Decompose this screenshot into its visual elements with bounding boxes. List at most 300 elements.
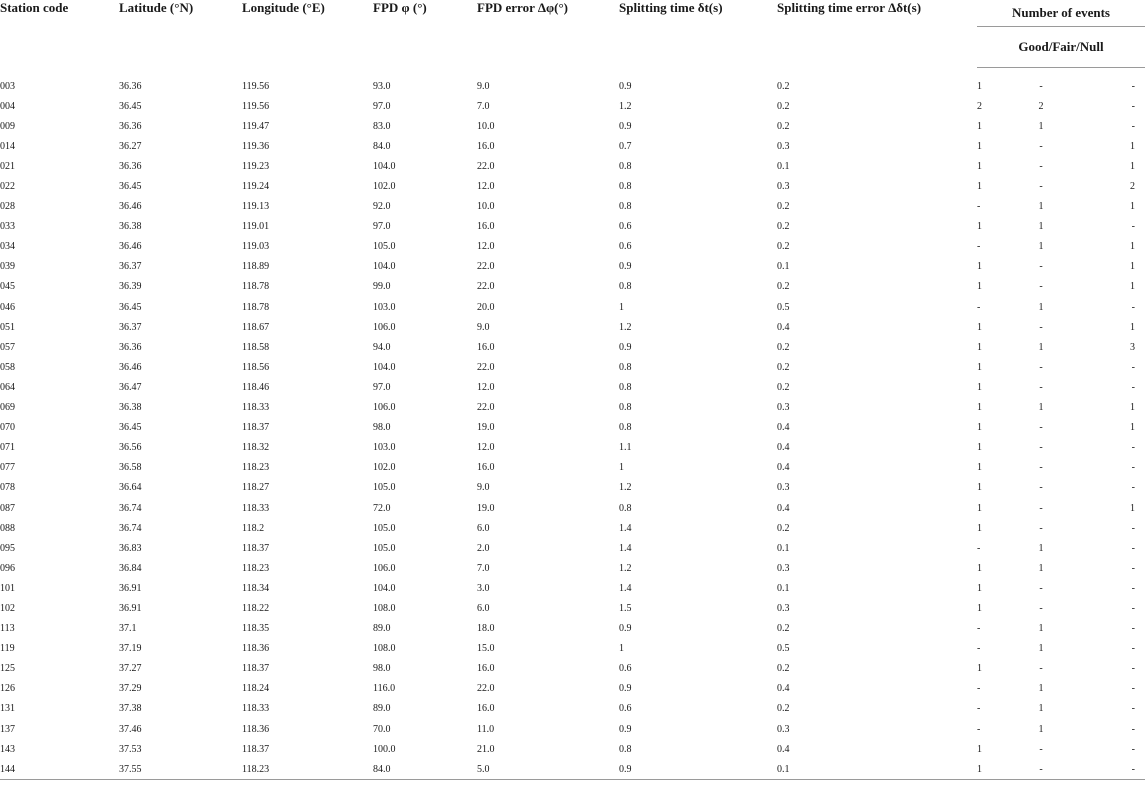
- table-row: [0, 96, 1145, 116]
- cell-fpd-error: 22.0: [477, 683, 495, 695]
- cell-fpd: 83.0: [373, 120, 391, 132]
- cell-station-code: 009: [0, 120, 15, 132]
- cell-longitude: 118.24: [242, 683, 270, 695]
- cell-splitting-time: 0.9: [619, 723, 632, 735]
- cell-splitting-time: 1.1: [619, 442, 632, 454]
- cell-good-count: -: [977, 683, 981, 695]
- cell-fpd: 84.0: [373, 759, 477, 780]
- cell-splitting-time-error: 0.4: [777, 321, 790, 333]
- cell-fpd-error: 16.0: [477, 462, 495, 474]
- cell-fpd: 106.0: [373, 321, 396, 333]
- cell-good-count: 1: [977, 582, 982, 594]
- cell-latitude: 37.55: [119, 759, 242, 780]
- cell-station-code: 126: [0, 683, 15, 695]
- cell-fpd-error: 5.0: [477, 759, 619, 780]
- cell-good-count: 1: [977, 462, 982, 474]
- cell-station-code: 051: [0, 321, 15, 333]
- table-row: [0, 297, 1145, 317]
- cell-latitude: 36.45: [119, 100, 142, 112]
- cell-good-count: 1: [977, 522, 982, 534]
- cell-splitting-time: 1.2: [619, 562, 632, 574]
- cell-splitting-time-error: 0.4: [777, 462, 790, 474]
- cell-latitude: 36.64: [119, 482, 142, 494]
- table-row: [0, 197, 1145, 217]
- cell-station-code: 095: [0, 542, 15, 554]
- table-row: [0, 317, 1145, 337]
- cell-fair-count: 1: [1038, 623, 1044, 635]
- cell-splitting-time: 0.9: [619, 623, 632, 635]
- cell-fpd: 93.0: [373, 80, 391, 92]
- cell-station-code: 046: [0, 301, 15, 313]
- cell-fair-count: 1: [1038, 683, 1044, 695]
- cell-fpd-error: 10.0: [477, 120, 495, 132]
- table-row: [0, 237, 1145, 257]
- cell-splitting-time: 1: [619, 643, 624, 655]
- cell-fair-count: -: [1039, 442, 1043, 454]
- cell-fair-count: 1: [1038, 723, 1044, 735]
- cell-latitude: 36.37: [119, 261, 142, 273]
- cell-longitude: 119.01: [242, 221, 270, 233]
- cell-fpd: 97.0: [373, 381, 391, 393]
- cell-station-code: 069: [0, 402, 15, 414]
- table-row: [0, 478, 1145, 498]
- cell-station-code: 096: [0, 562, 15, 574]
- cell-fpd-error: 16.0: [477, 140, 495, 152]
- cell-latitude: 36.27: [119, 140, 142, 152]
- table-row: [0, 277, 1145, 297]
- cell-fpd: 70.0: [373, 723, 391, 735]
- cell-station-code: 088: [0, 522, 15, 534]
- cell-good-count: -: [977, 723, 981, 735]
- cell-splitting-time: 0.9: [619, 683, 632, 695]
- cell-station-code: 058: [0, 361, 15, 373]
- cell-fair-count: -: [1039, 181, 1043, 193]
- table-row: [0, 659, 1145, 679]
- cell-fpd: 100.0: [373, 743, 396, 755]
- cell-splitting-time: 0.8: [619, 201, 632, 213]
- cell-fair-count: 1: [1038, 301, 1044, 313]
- cell-good-count: -: [977, 301, 981, 313]
- cell-splitting-time-error: 0.4: [777, 442, 790, 454]
- cell-good-count: 1: [977, 759, 1005, 780]
- cell-longitude: 118.56: [242, 361, 270, 373]
- cell-fpd-error: 22.0: [477, 281, 495, 293]
- cell-splitting-time-error: 0.2: [777, 663, 790, 675]
- cell-longitude: 118.33: [242, 703, 270, 715]
- cell-station-code: 028: [0, 201, 15, 213]
- cell-longitude: 118.37: [242, 663, 270, 675]
- cell-splitting-time: 0.6: [619, 703, 632, 715]
- header-row: [0, 0, 1145, 27]
- cell-good-count: 1: [977, 663, 982, 675]
- table-row: [0, 257, 1145, 277]
- cell-splitting-time-error: 0.1: [777, 160, 790, 172]
- cell-latitude: 36.36: [119, 341, 142, 353]
- cell-splitting-time-error: 0.2: [777, 120, 790, 132]
- cell-longitude: 118.2: [242, 522, 265, 534]
- cell-fair-count: -: [1039, 361, 1043, 373]
- cell-null-count: 1: [1130, 502, 1136, 514]
- cell-fpd: 92.0: [373, 201, 391, 213]
- cell-fpd-error: 12.0: [477, 241, 495, 253]
- header-splitting-time: Splitting time δt(s): [619, 0, 723, 15]
- cell-latitude: 36.38: [119, 402, 142, 414]
- cell-splitting-time-error: 0.1: [777, 759, 977, 780]
- table-row: [0, 538, 1145, 558]
- cell-longitude: 118.78: [242, 301, 270, 313]
- cell-fpd-error: 22.0: [477, 402, 495, 414]
- cell-null-count: -: [1131, 602, 1136, 614]
- cell-null-count: -: [1131, 623, 1136, 635]
- cell-fpd: 94.0: [373, 341, 391, 353]
- cell-good-count: 1: [977, 743, 982, 755]
- cell-latitude: 36.91: [119, 602, 142, 614]
- cell-longitude: 118.33: [242, 402, 270, 414]
- table-row: [0, 679, 1145, 699]
- cell-fair-count: -: [1039, 743, 1043, 755]
- cell-splitting-time: 1.2: [619, 100, 632, 112]
- cell-splitting-time-error: 0.2: [777, 361, 790, 373]
- cell-splitting-time-error: 0.2: [777, 201, 790, 213]
- cell-fpd: 103.0: [373, 301, 396, 313]
- cell-good-count: -: [977, 241, 981, 253]
- cell-latitude: 36.74: [119, 502, 142, 514]
- cell-fpd: 103.0: [373, 442, 396, 454]
- cell-longitude: 118.36: [242, 723, 270, 735]
- cell-latitude: 37.38: [119, 703, 142, 715]
- cell-splitting-time: 0.9: [619, 341, 632, 353]
- cell-fpd-error: 22.0: [477, 361, 495, 373]
- cell-fpd-error: 7.0: [477, 562, 490, 574]
- cell-latitude: 36.91: [119, 582, 142, 594]
- cell-longitude: 118.46: [242, 381, 270, 393]
- cell-fpd: 105.0: [373, 542, 396, 554]
- cell-good-count: 1: [977, 341, 982, 353]
- cell-latitude: 37.53: [119, 743, 142, 755]
- cell-splitting-time-error: 0.3: [777, 402, 790, 414]
- cell-good-count: 1: [977, 321, 982, 333]
- cell-fair-count: -: [1039, 522, 1043, 534]
- header-splitting-time-error: Splitting time error Δδt(s): [777, 0, 922, 15]
- cell-longitude: 119.47: [242, 120, 270, 132]
- cell-latitude: 37.46: [119, 723, 142, 735]
- header-longitude: Longitude (°E): [242, 0, 325, 15]
- cell-splitting-time-error: 0.2: [777, 381, 790, 393]
- cell-fpd: 89.0: [373, 623, 391, 635]
- cell-station-code: 021: [0, 160, 15, 172]
- cell-splitting-time: 1.4: [619, 542, 632, 554]
- cell-longitude: 118.33: [242, 502, 270, 514]
- cell-fpd: 84.0: [373, 140, 391, 152]
- cell-fpd: 104.0: [373, 261, 396, 273]
- table-row: [0, 498, 1145, 518]
- cell-fair-count: -: [1039, 140, 1043, 152]
- table-row: [0, 438, 1145, 458]
- cell-fpd-error: 3.0: [477, 582, 490, 594]
- cell-splitting-time: 1.4: [619, 582, 632, 594]
- table-body: [0, 68, 1145, 780]
- cell-null-count: -: [1131, 221, 1136, 233]
- cell-splitting-time: 0.8: [619, 181, 632, 193]
- cell-station-code: 004: [0, 100, 15, 112]
- cell-latitude: 37.29: [119, 683, 142, 695]
- cell-fpd-error: 15.0: [477, 643, 495, 655]
- cell-splitting-time-error: 0.2: [777, 221, 790, 233]
- header-number-of-events: Number of events: [977, 0, 1145, 27]
- header-latitude: Latitude (°N): [119, 0, 194, 15]
- cell-splitting-time: 0.6: [619, 663, 632, 675]
- cell-splitting-time: 1.2: [619, 321, 632, 333]
- cell-station-code: 102: [0, 602, 15, 614]
- cell-fair-count: -: [1039, 80, 1043, 92]
- cell-null-count: -: [1131, 683, 1136, 695]
- header-fpd: FPD φ (°): [373, 0, 427, 15]
- cell-null-count: 1: [1130, 321, 1136, 333]
- cell-latitude: 36.37: [119, 321, 142, 333]
- cell-null-count: 1: [1130, 402, 1136, 414]
- cell-good-count: -: [977, 703, 981, 715]
- cell-station-code: 119: [0, 643, 15, 655]
- cell-null-count: -: [1131, 120, 1136, 132]
- cell-splitting-time-error: 0.4: [777, 743, 790, 755]
- cell-splitting-time: 0.9: [619, 120, 632, 132]
- cell-null-count: -: [1131, 542, 1136, 554]
- cell-good-count: 1: [977, 562, 982, 574]
- cell-fpd-error: 6.0: [477, 602, 490, 614]
- cell-splitting-time: 1.5: [619, 602, 632, 614]
- cell-good-count: 1: [977, 221, 982, 233]
- cell-fpd-error: 11.0: [477, 723, 495, 735]
- cell-splitting-time-error: 0.4: [777, 422, 790, 434]
- cell-fair-count: 1: [1038, 201, 1044, 213]
- table-row: [0, 558, 1145, 578]
- cell-fpd: 98.0: [373, 422, 391, 434]
- cell-longitude: 118.37: [242, 542, 270, 554]
- cell-splitting-time: 0.8: [619, 422, 632, 434]
- cell-longitude: 118.23: [242, 759, 373, 780]
- cell-splitting-time: 0.9: [619, 261, 632, 273]
- cell-longitude: 118.36: [242, 643, 270, 655]
- cell-fair-count: 1: [1038, 703, 1044, 715]
- cell-null-count: -: [1131, 743, 1136, 755]
- cell-longitude: 118.23: [242, 462, 270, 474]
- cell-splitting-time-error: 0.3: [777, 482, 790, 494]
- table-row: [0, 398, 1145, 418]
- cell-fpd-error: 16.0: [477, 341, 495, 353]
- table-row: [0, 357, 1145, 377]
- cell-null-count: 2: [1130, 181, 1136, 193]
- cell-longitude: 118.89: [242, 261, 270, 273]
- table-row: [0, 176, 1145, 196]
- cell-splitting-time: 1: [619, 462, 624, 474]
- cell-splitting-time-error: 0.3: [777, 562, 790, 574]
- table-row: [0, 699, 1145, 719]
- cell-splitting-time: 0.9: [619, 759, 777, 780]
- cell-station-code: 022: [0, 181, 15, 193]
- cell-good-count: 1: [977, 80, 982, 92]
- cell-null-count: -: [1131, 703, 1136, 715]
- cell-fpd-error: 20.0: [477, 301, 495, 313]
- cell-station-code: 144: [0, 759, 119, 780]
- cell-null-count: 1: [1130, 160, 1136, 172]
- cell-station-code: 078: [0, 482, 15, 494]
- cell-null-count: 1: [1130, 201, 1136, 213]
- cell-splitting-time: 0.8: [619, 502, 632, 514]
- spacer-row: [0, 68, 1145, 77]
- cell-good-count: 1: [977, 181, 982, 193]
- cell-null-count: -: [1131, 462, 1136, 474]
- cell-splitting-time: 1.2: [619, 482, 632, 494]
- cell-splitting-time-error: 0.2: [777, 241, 790, 253]
- cell-fpd-error: 12.0: [477, 181, 495, 193]
- cell-station-code: 070: [0, 422, 15, 434]
- cell-splitting-time: 0.8: [619, 402, 632, 414]
- cell-fpd-error: 21.0: [477, 743, 495, 755]
- cell-splitting-time-error: 0.1: [777, 261, 790, 273]
- cell-good-count: 1: [977, 140, 982, 152]
- table-row: [0, 458, 1145, 478]
- cell-latitude: 36.46: [119, 241, 142, 253]
- table-row: [0, 377, 1145, 397]
- cell-fair-count: 1: [1038, 542, 1044, 554]
- cell-good-count: -: [977, 623, 981, 635]
- cell-fpd-error: 16.0: [477, 703, 495, 715]
- cell-station-code: 003: [0, 80, 15, 92]
- cell-good-count: 1: [977, 602, 982, 614]
- cell-fair-count: -: [1039, 482, 1043, 494]
- cell-longitude: 119.36: [242, 140, 270, 152]
- cell-station-code: 125: [0, 663, 15, 675]
- cell-fair-count: -: [1039, 160, 1043, 172]
- cell-longitude: 118.37: [242, 422, 270, 434]
- cell-fpd-error: 22.0: [477, 160, 495, 172]
- cell-null-count: -: [1131, 442, 1136, 454]
- cell-good-count: -: [977, 542, 981, 554]
- cell-null-count: -: [1131, 381, 1136, 393]
- cell-station-code: 131: [0, 703, 15, 715]
- cell-fair-count: 1: [1038, 562, 1044, 574]
- cell-longitude: 119.03: [242, 241, 270, 253]
- cell-station-code: 014: [0, 140, 15, 152]
- cell-null-count: -: [1131, 301, 1136, 313]
- cell-null-count: -: [1131, 100, 1136, 112]
- cell-longitude: 118.35: [242, 623, 270, 635]
- cell-fpd: 97.0: [373, 100, 391, 112]
- cell-fpd-error: 10.0: [477, 201, 495, 213]
- cell-null-count: -: [1131, 723, 1136, 735]
- cell-longitude: 118.58: [242, 341, 270, 353]
- cell-station-code: 137: [0, 723, 15, 735]
- cell-longitude: 119.13: [242, 201, 270, 213]
- cell-good-count: 1: [977, 261, 982, 273]
- cell-null-count: 1: [1130, 241, 1136, 253]
- cell-fpd-error: 2.0: [477, 542, 490, 554]
- table-row: [0, 136, 1145, 156]
- table-row: [0, 639, 1145, 659]
- cell-fpd-error: 9.0: [477, 482, 490, 494]
- cell-null-count: -: [1131, 482, 1136, 494]
- cell-station-code: 045: [0, 281, 15, 293]
- cell-fpd-error: 16.0: [477, 221, 495, 233]
- table-row: [0, 418, 1145, 438]
- cell-fpd: 105.0: [373, 241, 396, 253]
- cell-fpd: 108.0: [373, 643, 396, 655]
- cell-latitude: 36.58: [119, 462, 142, 474]
- table-row: [0, 217, 1145, 237]
- cell-splitting-time-error: 0.4: [777, 502, 790, 514]
- cell-fpd-error: 6.0: [477, 522, 490, 534]
- cell-good-count: -: [977, 643, 981, 655]
- cell-null-count: 1: [1130, 281, 1136, 293]
- cell-latitude: 36.83: [119, 542, 142, 554]
- cell-latitude: 36.45: [119, 181, 142, 193]
- cell-station-code: 033: [0, 221, 15, 233]
- cell-fair-count: -: [1039, 281, 1043, 293]
- cell-fpd: 89.0: [373, 703, 391, 715]
- cell-fpd-error: 9.0: [477, 321, 490, 333]
- cell-splitting-time-error: 0.2: [777, 80, 790, 92]
- cell-station-code: 039: [0, 261, 15, 273]
- cell-good-count: 1: [977, 120, 982, 132]
- cell-latitude: 36.74: [119, 522, 142, 534]
- cell-splitting-time: 0.8: [619, 361, 632, 373]
- header-good-fair-null: Good/Fair/Null: [977, 27, 1145, 68]
- cell-splitting-time-error: 0.1: [777, 542, 790, 554]
- header-station-code: Station code: [0, 0, 69, 15]
- cell-fair-count: -: [1039, 422, 1043, 434]
- cell-splitting-time: 0.8: [619, 160, 632, 172]
- cell-splitting-time-error: 0.5: [777, 643, 790, 655]
- cell-fpd: 105.0: [373, 482, 396, 494]
- cell-station-code: 101: [0, 582, 15, 594]
- cell-null-count: 1: [1130, 140, 1136, 152]
- cell-fpd-error: 9.0: [477, 80, 490, 92]
- cell-longitude: 118.37: [242, 743, 270, 755]
- cell-splitting-time-error: 0.2: [777, 281, 790, 293]
- cell-longitude: 118.23: [242, 562, 270, 574]
- cell-good-count: 2: [977, 100, 982, 112]
- table-row: [0, 759, 1145, 780]
- cell-good-count: 1: [977, 361, 982, 373]
- cell-fpd: 106.0: [373, 402, 396, 414]
- table-row: [0, 156, 1145, 176]
- cell-longitude: 118.27: [242, 482, 270, 494]
- cell-splitting-time-error: 0.2: [777, 341, 790, 353]
- cell-good-count: 1: [977, 160, 982, 172]
- cell-null-count: -: [1131, 522, 1136, 534]
- cell-fair-count: -: [1039, 502, 1043, 514]
- table-row: [0, 619, 1145, 639]
- cell-good-count: 1: [977, 482, 982, 494]
- cell-fpd-error: 12.0: [477, 442, 495, 454]
- cell-fpd: 116.0: [373, 683, 396, 695]
- table-row: [0, 598, 1145, 618]
- cell-fpd: 104.0: [373, 160, 396, 172]
- cell-station-code: 071: [0, 442, 15, 454]
- cell-fair-count: -: [1039, 582, 1043, 594]
- cell-fpd: 105.0: [373, 522, 396, 534]
- cell-splitting-time-error: 0.3: [777, 140, 790, 152]
- cell-null-count: 1: [1130, 422, 1136, 434]
- cell-longitude: 118.32: [242, 442, 270, 454]
- cell-fpd-error: 18.0: [477, 623, 495, 635]
- cell-splitting-time: 1.4: [619, 522, 632, 534]
- cell-latitude: 36.45: [119, 301, 142, 313]
- cell-fair-count: -: [1005, 759, 1077, 780]
- table-row: [0, 518, 1145, 538]
- table-row: [0, 337, 1145, 357]
- cell-splitting-time-error: 0.2: [777, 100, 790, 112]
